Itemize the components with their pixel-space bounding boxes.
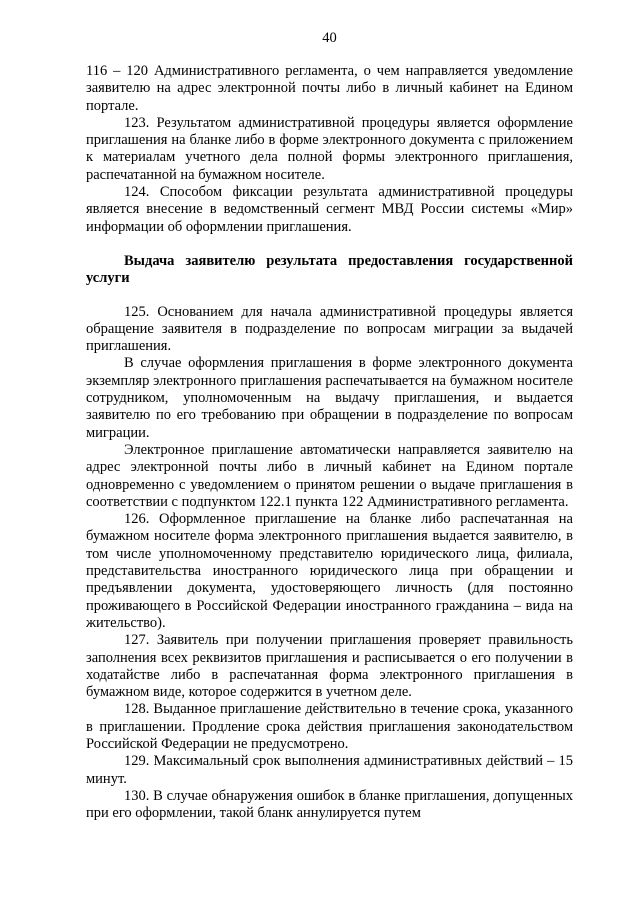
paragraph-125-electronic-copy: В случае оформления приглашения в форме электронного документа экземпляр электронного приглашения распечатывается на бумажном носителе сотрудником, уполномоченным на выдачу приглашения, и выдается заявителю по его требованию при обращении в подразделение по вопросам миграции.: [86, 355, 573, 441]
paragraph-116-continuation: 116 – 120 Административного регламента, о чем направляется уведомление заявителю на адрес электронной почты либо в личный кабинет на Едином портале.: [86, 63, 573, 114]
paragraph-127: 127. Заявитель при получении приглашения проверяет правильность заполнения всех реквизитов приглашения и расписывается о его получении в ходатайстве либо в распечатанная форма электронного приглашения в бумажном виде, которое содержится в учетном деле.: [86, 632, 573, 701]
paragraph-126: 126. Оформленное приглашение на бланке либо распечатанная на бумажном носителе форма электронного приглашения выдается заявителю, в том числе уполномоченному представителю юридического лица, филиала, представительства иностранного юридического лица при обращении и предъявлении документа, удостоверяющего личность (для постоянно проживающего в Российской Федерации иностранного гражданина – вида на жительство).: [86, 511, 573, 631]
paragraph-128: 128. Выданное приглашение действительно в течение срока, указанного в приглашении. Продление срока действия приглашения законодательством Российской Федерации не предусмотрено.: [86, 701, 573, 752]
paragraph-125: 125. Основанием для начала административной процедуры является обращение заявителя в подразделение по вопросам миграции за выдачей приглашения.: [86, 303, 573, 355]
document-body: [86, 63, 573, 822]
paragraph-130: 130. В случае обнаружения ошибок в бланке приглашения, допущенных при его оформлении, такой бланк аннулируется путем: [86, 787, 573, 822]
section-heading: Выдача заявителю результата предоставления государственной услуги: [86, 252, 573, 287]
paragraph-125-electronic-sending: Электронное приглашение автоматически направляется заявителю на адрес электронной почты либо в личный кабинет на Едином портале одновременно с уведомлением о принятом решении о выдаче приглашения в соответствии с подпунктом 122.1 пункта 122 Административного регламента.: [86, 441, 573, 510]
page-number: 40: [322, 30, 337, 46]
paragraph-123: 123. Результатом административной процедуры является оформление приглашения на бланке либо в форме электронного документа с приложением к материалам учетного дела полной формы электронного приглашения, распечатанной на бумажном носителе.: [86, 114, 573, 183]
paragraph-124: 124. Способом фиксации результата административной процедуры является внесение в ведомственный сегмент МВД России системы «Мир» информации об оформлении приглашения.: [86, 184, 573, 235]
paragraph-129: 129. Максимальный срок выполнения административных действий – 15 минут.: [86, 753, 573, 787]
